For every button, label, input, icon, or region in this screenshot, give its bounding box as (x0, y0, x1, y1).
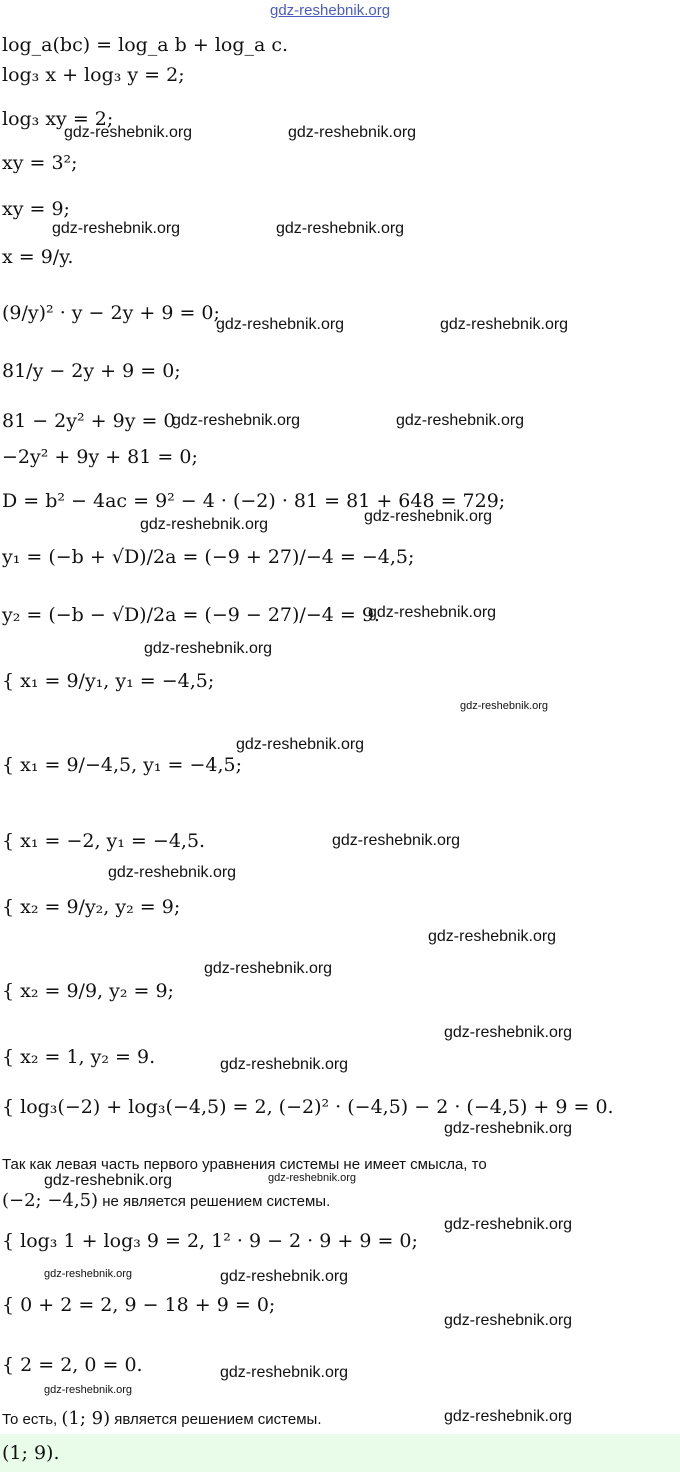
watermark: gdz-reshebnik.org (276, 220, 405, 237)
watermark: gdz-reshebnik.org (172, 412, 301, 429)
line-6: x = 9/y. (2, 246, 74, 268)
conclusion-prefix: То есть, (2, 1411, 58, 1428)
explanation-text-1: Так как левая часть первого уравнения системы не имеет смысла, то (2, 1156, 487, 1173)
watermark: gdz-reshebnik.org (396, 412, 525, 429)
watermark: gdz-reshebnik.org (44, 1384, 133, 1396)
line-4: xy = 3²; (2, 152, 78, 174)
answer-box (0, 1434, 680, 1472)
explanation-rest: не является решением системы. (102, 1193, 331, 1210)
line-8: 81/y − 2y + 9 = 0; (2, 360, 181, 382)
watermark: gdz-reshebnik.org (288, 124, 417, 141)
watermark: gdz-reshebnik.org (216, 316, 345, 333)
system-6: { x₂ = 1, y₂ = 9. (2, 1046, 156, 1068)
check-system-2: { 0 + 2 = 2, 9 − 18 + 9 = 0; (2, 1294, 276, 1316)
line-10: −2y² + 9y + 81 = 0; (2, 446, 198, 468)
watermark: gdz-reshebnik.org (108, 864, 237, 881)
watermark: gdz-reshebnik.org (220, 1056, 349, 1073)
watermark: gdz-reshebnik.org (64, 124, 193, 141)
system-4: { x₂ = 9/y₂, y₂ = 9; (2, 896, 181, 918)
line-5: xy = 9; (2, 198, 70, 220)
system-1: { x₁ = 9/y₁, y₁ = −4,5; (2, 670, 215, 692)
watermark: gdz-reshebnik.org (220, 1364, 349, 1381)
conclusion-rest: является решением системы. (114, 1411, 322, 1428)
line-13: y₂ = (−b − √D)/2a = (−9 − 27)/−4 = 9. (2, 604, 380, 626)
watermark: gdz-reshebnik.org (444, 1120, 573, 1137)
watermark: gdz-reshebnik.org (332, 832, 461, 849)
line-11: D = b² − 4ac = 9² − 4 · (−2) · 81 = 81 + 648 = 729; (2, 490, 506, 512)
conclusion-text (2, 1408, 321, 1429)
watermark: gdz-reshebnik.org (364, 508, 493, 525)
system-7: { log₃(−2) + log₃(−4,5) = 2, (−2)² · (−4,5) − 2 · (−4,5) + 9 = 0. (2, 1096, 614, 1118)
watermark: gdz-reshebnik.org (140, 516, 269, 533)
system-5: { x₂ = 9/9, y₂ = 9; (2, 980, 174, 1002)
line-9: 81 − 2y² + 9y = 0 (2, 410, 176, 432)
line-3: log₃ xy = 2; (2, 108, 114, 130)
watermark: gdz-reshebnik.org (444, 1312, 573, 1329)
solution-math: (1; 9) (61, 1408, 111, 1429)
check-system-1: { log₃ 1 + log₃ 9 = 2, 1² · 9 − 2 · 9 + 9 = 0; (2, 1230, 418, 1252)
line-7: (9/y)² · y − 2y + 9 = 0; (2, 302, 220, 324)
system-2: { x₁ = 9/−4,5, y₁ = −4,5; (2, 754, 243, 776)
line-2: log₃ x + log₃ y = 2; (2, 64, 185, 86)
answer-text: (1; 9). (2, 1442, 60, 1464)
watermark: gdz-reshebnik.org (444, 1408, 573, 1425)
watermark: gdz-reshebnik.org (144, 640, 273, 657)
watermark: gdz-reshebnik.org (268, 1172, 357, 1184)
system-3: { x₁ = −2, y₁ = −4,5. (2, 830, 206, 852)
watermark: gdz-reshebnik.org (44, 1172, 173, 1189)
watermark: gdz-reshebnik.org (440, 316, 569, 333)
watermark: gdz-reshebnik.org (444, 1024, 573, 1041)
watermark-top[interactable]: gdz-reshebnik.org (270, 2, 391, 19)
point-math: (−2; −4,5) (2, 1190, 99, 1211)
watermark: gdz-reshebnik.org (52, 220, 181, 237)
watermark: gdz-reshebnik.org (428, 928, 557, 945)
watermark: gdz-reshebnik.org (44, 1268, 133, 1280)
check-system-3: { 2 = 2, 0 = 0. (2, 1354, 143, 1376)
watermark: gdz-reshebnik.org (204, 960, 333, 977)
watermark: gdz-reshebnik.org (444, 1216, 573, 1233)
watermark: gdz-reshebnik.org (236, 736, 365, 753)
explanation-text-2 (2, 1190, 330, 1211)
watermark: gdz-reshebnik.org (368, 604, 497, 621)
line-12: y₁ = (−b + √D)/2a = (−9 + 27)/−4 = −4,5; (2, 546, 415, 568)
line-1: log_a(bc) = log_a b + log_a c. (2, 34, 289, 56)
watermark: gdz-reshebnik.org (220, 1268, 349, 1285)
watermark: gdz-reshebnik.org (460, 700, 549, 712)
